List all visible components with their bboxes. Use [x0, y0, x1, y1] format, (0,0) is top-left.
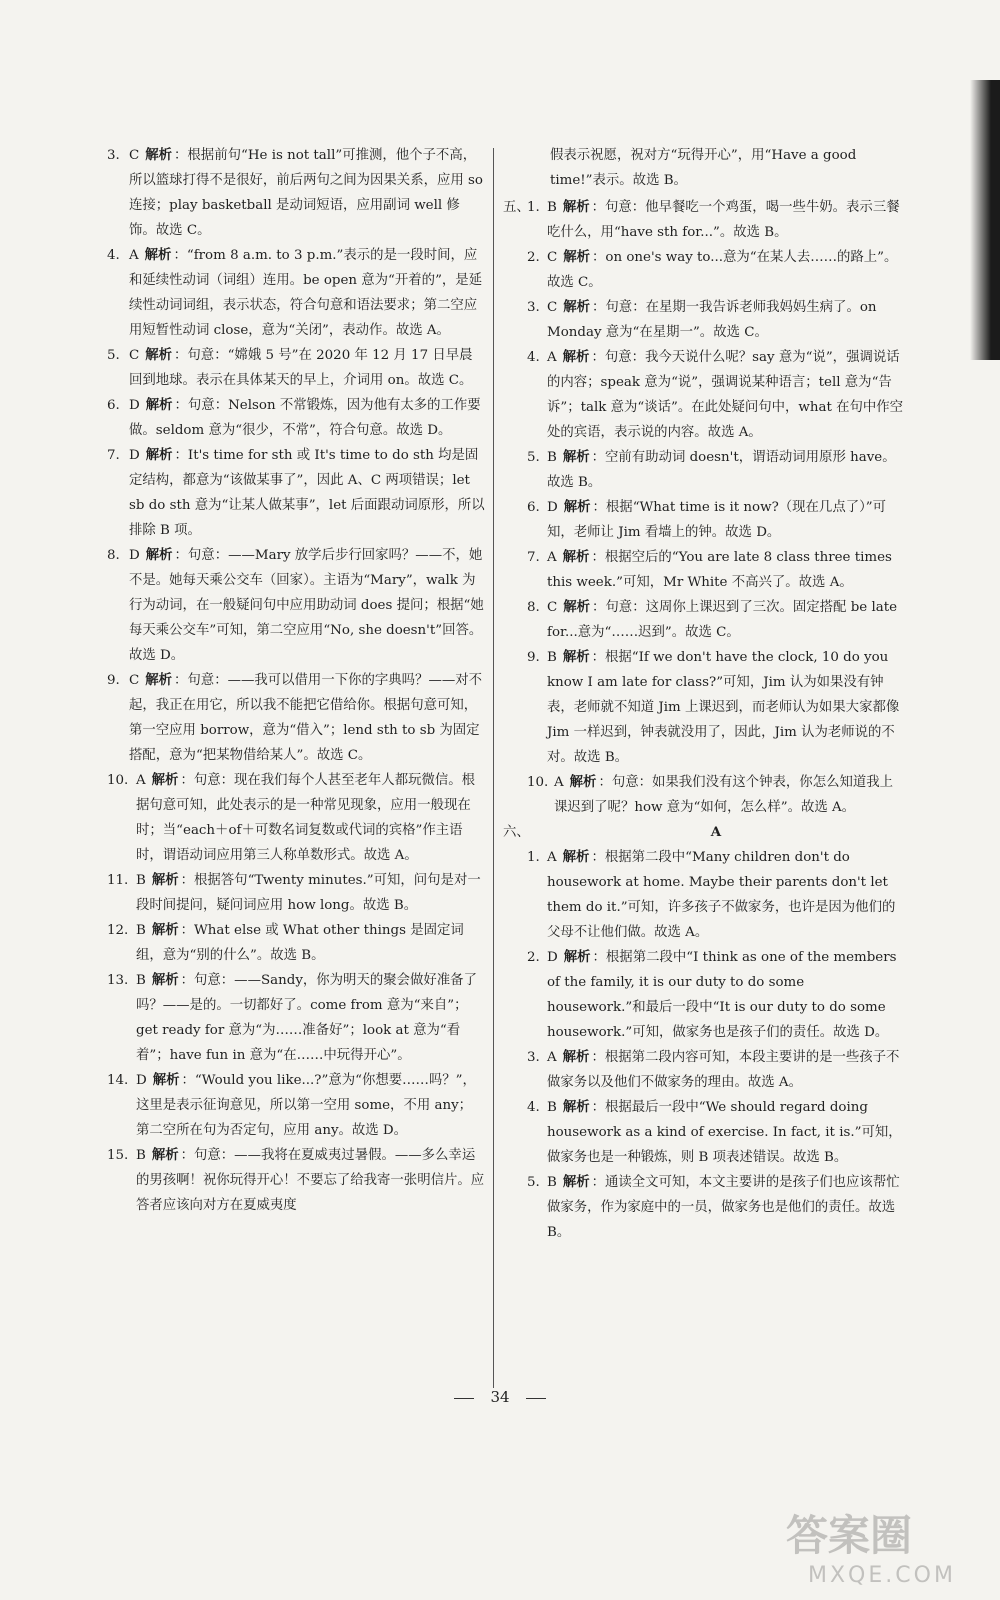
- answer-letter: A: [547, 1050, 557, 1065]
- answer-letter: D: [129, 398, 140, 413]
- answer-letter: C: [129, 148, 140, 163]
- answer-letter: D: [129, 448, 140, 463]
- item-number: 1.: [527, 850, 540, 865]
- answer-letter: A: [547, 550, 557, 565]
- analysis-tag: 解析: [151, 773, 179, 788]
- answer-letter: D: [136, 1073, 147, 1088]
- answer-item: 9. B 解析 ：根据“If we don't have the clock, 10 do you know I am late for class?”可知，Jim 认为如果没有钟表，老师就不知道 Jim 上课迟到，而老师认为如果大家都像 Jim 一样迟到，钟表就没用了，因此，Jim 认为老师说的不对。故选 B。: [527, 645, 905, 770]
- section-six: [505, 820, 905, 1245]
- analysis-text: It's time for sth 或 It's time to do sth 均是固定结构，都意为“该做某事了”，因此 A、C 两项错误；let sb do sth 意为“让某人做某事”，let 后面跟动词原形，所以排除 B 项。: [129, 448, 485, 538]
- answer-letter: C: [547, 300, 558, 315]
- analysis-tag: 解析: [145, 398, 173, 413]
- item-number: 4.: [527, 350, 540, 365]
- analysis-tag: 解析: [151, 923, 179, 938]
- item-number: 14.: [107, 1073, 129, 1088]
- answer-letter: B: [136, 973, 146, 988]
- answer-letter: A: [136, 773, 146, 788]
- right-column: [505, 143, 905, 1245]
- watermark-logo: [778, 1500, 978, 1590]
- item-number: 9.: [107, 673, 120, 688]
- answer-letter: C: [129, 348, 140, 363]
- page-number-dash-left: [454, 1398, 474, 1399]
- section-five: [505, 195, 905, 820]
- answer-item: 9. C 解析 ：句意：——我可以借用一下你的字典吗？——对不起，我正在用它，所以我不能把它借给你。根据句意可知，第一空应用 borrow，意为“借入”；lend sth to sb 为固定搭配，意为“把某物借给某人”。故选 C。: [107, 668, 485, 768]
- answer-item: 15. B 解析 ：句意：——我将在夏威夷过暑假。——多么幸运的男孩啊！祝你玩得开心！不要忘了给我寄一张明信片。应答者应该向对方在夏威夷度: [107, 1143, 485, 1218]
- answer-item: 12. B 解析 ：What else 或 What other things 是固定词组，意为“别的什么”。故选 B。: [107, 918, 485, 968]
- analysis-text: 句意：这周你上课迟到了三次。固定搭配 be late for...意为“……迟到”。故选 C。: [547, 600, 898, 640]
- answer-item: 8. D 解析 ：句意：——Mary 放学后步行回家吗？——不，她不是。她每天乘公交车（回家）。主语为“Mary”，walk 为行为动词，在一般疑问句中应用助动词 does 提问；根据“她每天乘公交车”可知，第二空应用“No, she doesn't”回答。故选 D。: [107, 543, 485, 668]
- item-number: 3.: [527, 300, 540, 315]
- answer-letter: B: [547, 650, 557, 665]
- answer-item: 10. A 解析 ：句意：现在我们每个人甚至老年人都玩微信。根据句意可知，此处表示的是一种常见现象，应用一般现在时；当“each＋of＋可数名词复数或代词的宾格”作主语时，谓语动词应用第三人称单数形式。故选 A。: [107, 768, 485, 868]
- answer-item: 2. C 解析 ：on one's way to...意为“在某人去……的路上”。故选 C。: [527, 245, 905, 295]
- analysis-text: on one's way to...意为“在某人去……的路上”。故选 C。: [547, 250, 898, 290]
- item-number: 12.: [107, 923, 129, 938]
- item-number: 1.: [527, 200, 540, 215]
- answer-item: 1. B 解析 ：句意：他早餐吃一个鸡蛋，喝一些牛奶。表示三餐吃什么，用“have sth for...”。故选 B。: [527, 195, 905, 245]
- answer-letter: C: [547, 250, 558, 265]
- analysis-tag: 解析: [563, 300, 591, 315]
- answer-item: 7. D 解析 ：It's time for sth 或 It's time to do sth 均是固定结构，都意为“该做某事了”，因此 A、C 两项错误；let sb do sth 意为“让某人做某事”，let 后面跟动词原形，所以排除 B 项。: [107, 443, 485, 543]
- item-number: 2.: [527, 250, 540, 265]
- answer-letter: A: [547, 350, 557, 365]
- answer-letter: B: [136, 923, 146, 938]
- analysis-text: 根据第二段内容可知，本段主要讲的是一些孩子不做家务以及他们不做家务的理由。故选 A。: [547, 1050, 900, 1090]
- analysis-tag: 解析: [562, 450, 590, 465]
- analysis-text: 根据第二段中“Many children don't do housework at home. Maybe their parents don't let them do it.”可知，许多孩子不做家务，也许是因为他们的父母不让他们做。故选 A。: [547, 850, 896, 940]
- answer-item: 4. A 解析 ：“from 8 a.m. to 3 p.m.”表示的是一段时间，应和延续性动词（词组）连用。be open 意为“开着的”，是延续性动词词组，表示状态，符合句意和语法要求；第二空应用短暂性动词 close，意为“关闭”，表动作。故选 A。: [107, 243, 485, 343]
- section-six-items: [527, 845, 905, 1245]
- analysis-text: “from 8 a.m. to 3 p.m.”表示的是一段时间，应和延续性动词（词组）连用。be open 意为“开着的”，是延续性动词词组，表示状态，符合句意和语法要求；第二空应用短暂性动词 close，意为“关闭”，表动作。故选 A。: [129, 248, 483, 338]
- analysis-text: 句意：——Mary 放学后步行回家吗？——不，她不是。她每天乘公交车（回家）。主语为“Mary”，walk 为行为动词，在一般疑问句中应用助动词 does 提问；根据“她每天乘公交车”可知，第二空应用“No, she doesn't”回答。故选 D。: [129, 548, 484, 663]
- analysis-text: 根据空后的“You are late 8 class three times this week.”可知，Mr White 不高兴了。故选 A。: [547, 550, 892, 590]
- answer-letter: D: [129, 548, 140, 563]
- answer-item: 1. A 解析 ：根据第二段中“Many children don't do housework at home. Maybe their parents don't let them do it.”可知，许多孩子不做家务，也许是因为他们的父母不让他们做。故选 A。: [527, 845, 905, 945]
- analysis-text: 句意：Nelson 不常锻炼，因为他有太多的工作要做。seldom 意为“很少，不常”，符合句意。故选 D。: [129, 398, 481, 438]
- analysis-tag: 解析: [145, 548, 173, 563]
- item-number: 5.: [527, 1175, 540, 1190]
- item-number: 5.: [527, 450, 540, 465]
- answer-letter: A: [129, 248, 139, 263]
- answer-letter: B: [547, 1175, 557, 1190]
- section-six-body: [505, 820, 905, 1245]
- analysis-text: 根据第二段中“I think as one of the members of the family, it is our duty to do some housework.”和最后一段中“It is our duty to do some housework.”可知，做家务也是孩子们的责任。故选 D。: [547, 950, 897, 1040]
- analysis-text: 句意：——我将在夏威夷过暑假。——多么幸运的男孩啊！祝你玩得开心！不要忘了给我寄一张明信片。应答者应该向对方在夏威夷度: [136, 1148, 485, 1213]
- analysis-tag: 解析: [562, 650, 590, 665]
- answer-item: 10. A 解析 ：句意：如果我们没有这个钟表，你怎么知道我上课迟到了呢？how 意为“如何，怎么样”。故选 A。: [527, 770, 905, 820]
- item-number: 4.: [107, 248, 120, 263]
- answer-letter: C: [547, 600, 558, 615]
- answer-item: 3. A 解析 ：根据第二段内容可知，本段主要讲的是一些孩子不做家务以及他们不做家务的理由。故选 A。: [527, 1045, 905, 1095]
- answer-letter: A: [547, 850, 557, 865]
- passage-label: A: [710, 824, 722, 840]
- analysis-tag: 解析: [562, 1050, 590, 1065]
- analysis-text: 句意：现在我们每个人甚至老年人都玩微信。根据句意可知，此处表示的是一种常见现象，应用一般现在时；当“each＋of＋可数名词复数或代词的宾格”作主语时，谓语动词应用第三人称单数形式。故选 A。: [136, 773, 476, 863]
- analysis-tag: 解析: [144, 248, 172, 263]
- analysis-tag: 解析: [563, 250, 591, 265]
- analysis-tag: 解析: [145, 348, 173, 363]
- answer-item: 6. D 解析 ：句意：Nelson 不常锻炼，因为他有太多的工作要做。seldom 意为“很少，不常”，符合句意。故选 D。: [107, 393, 485, 443]
- analysis-text: 句意：——我可以借用一下你的字典吗？——对不起，我正在用它，所以我不能把它借给你。根据句意可知，第一空应用 borrow，意为“借入”；lend sth to sb 为固定搭配，意为“把某物借给某人”。故选 C。: [129, 673, 483, 763]
- answer-item: 4. A 解析 ：句意：我今天说什么呢？say 意为“说”，强调说话的内容；speak 意为“说”，强调说某种语言；tell 意为“告诉”；talk 意为“谈话”。在此处疑问句中，what 在句中作空处的宾语，表示说的内容。故选 A。: [527, 345, 905, 445]
- answer-item: 3. C 解析 ：根据前句“He is not tall”可推测，他个子不高，所以篮球打得不是很好，前后两句之间为因果关系，应用 so 连接；play basketball 是动词短语，应用副词 well 修饰。故选 C。: [107, 143, 485, 243]
- item-number: 2.: [527, 950, 540, 965]
- item-number: 6.: [527, 500, 540, 515]
- analysis-tag: 解析: [563, 600, 591, 615]
- analysis-text: 句意：——Sandy，你为明天的聚会做好准备了吗？——是的。一切都好了。come from 意为“来自”；get ready for 意为“为……准备好”；look at 意为“看着”；have fun in 意为“在……中玩得开心”。: [136, 973, 477, 1063]
- answer-letter: A: [554, 775, 564, 790]
- answer-letter: B: [547, 1100, 557, 1115]
- item-number: 7.: [107, 448, 120, 463]
- answer-item: 8. C 解析 ：句意：这周你上课迟到了三次。固定搭配 be late for...意为“……迟到”。故选 C。: [527, 595, 905, 645]
- answer-letter: D: [547, 500, 558, 515]
- analysis-text: 句意：“嫦娥 5 号”在 2020 年 12 月 17 日早晨回到地球。表示在具体某天的早上，介词用 on。故选 C。: [129, 348, 473, 388]
- watermark-logo-graphic: [778, 1500, 978, 1590]
- page-number-dash-right: [526, 1398, 546, 1399]
- analysis-text: What else 或 What other things 是固定词组，意为“别的什么”。故选 B。: [136, 923, 464, 963]
- analysis-tag: 解析: [145, 673, 173, 688]
- analysis-tag: 解析: [151, 873, 179, 888]
- answer-item: 13. B 解析 ：句意：——Sandy，你为明天的聚会做好准备了吗？——是的。一切都好了。come from 意为“来自”；get ready for 意为“为……准备好”；look at 意为“看着”；have fun in 意为“在……中玩得开心”。: [107, 968, 485, 1068]
- continuation-text: 假表示祝愿，祝对方“玩得开心”，用“Have a good time!”表示。故选 B。: [550, 148, 857, 188]
- answer-item: 3. C 解析 ：句意：在星期一我告诉老师我妈妈生病了。on Monday 意为“在星期一”。故选 C。: [527, 295, 905, 345]
- item-number: 5.: [107, 348, 120, 363]
- analysis-tag: 解析: [151, 973, 179, 988]
- analysis-tag: 解析: [562, 200, 590, 215]
- item-number: 8.: [107, 548, 120, 563]
- page-number-value: 34: [490, 1388, 510, 1406]
- left-column: [107, 143, 485, 1218]
- analysis-text: 句意：在星期一我告诉老师我妈妈生病了。on Monday 意为“在星期一”。故选 C。: [547, 300, 877, 340]
- answer-letter: B: [136, 873, 146, 888]
- item-number: 3.: [527, 1050, 540, 1065]
- answer-item: 5. C 解析 ：句意：“嫦娥 5 号”在 2020 年 12 月 17 日早晨回到地球。表示在具体某天的早上，介词用 on。故选 C。: [107, 343, 485, 393]
- analysis-tag: 解析: [562, 850, 590, 865]
- item-number: 7.: [527, 550, 540, 565]
- analysis-tag: 解析: [145, 448, 173, 463]
- analysis-tag: 解析: [562, 1175, 590, 1190]
- analysis-tag: 解析: [563, 500, 591, 515]
- answer-item: 11. B 解析 ：根据答句“Twenty minutes.”可知，问句是对一段时间提问，疑问词应用 how long。故选 B。: [107, 868, 485, 918]
- answer-letter: B: [547, 450, 557, 465]
- answer-item: 5. B 解析 ：空前有助动词 doesn't，谓语动词用原形 have。故选 B。: [527, 445, 905, 495]
- section-five-label: 五、: [503, 200, 530, 215]
- analysis-text: 根据前句“He is not tall”可推测，他个子不高，所以篮球打得不是很好，前后两句之间为因果关系，应用 so 连接；play basketball 是动词短语，应用副词 well 修饰。故选 C。: [129, 148, 483, 238]
- section-five-items: [505, 195, 905, 820]
- scan-shadow: [970, 80, 1000, 360]
- answer-letter: B: [136, 1148, 146, 1163]
- svg-text:MXQE.COM: MXQE.COM: [808, 1563, 956, 1588]
- analysis-tag: 解析: [151, 1148, 179, 1163]
- analysis-text: 空前有助动词 doesn't，谓语动词用原形 have。故选 B。: [547, 450, 896, 490]
- page-number: [0, 1388, 1000, 1406]
- analysis-text: 根据答句“Twenty minutes.”可知，问句是对一段时间提问，疑问词应用 how long。故选 B。: [136, 873, 481, 913]
- analysis-text: 句意：我今天说什么呢？say 意为“说”，强调说话的内容；speak 意为“说”，强调说某种语言；tell 意为“告诉”；talk 意为“谈话”。在此处疑问句中，what 在句中作空处的宾语，表示说的内容。故选 A。: [547, 350, 904, 440]
- item-number: 10.: [527, 775, 549, 790]
- analysis-text: 句意：如果我们没有这个钟表，你怎么知道我上课迟到了呢？how 意为“如何，怎么样”。故选 A。: [554, 775, 894, 815]
- analysis-text: 根据最后一段中“We should regard doing housework as a kind of exercise. In fact, it is.”可知，做家务也是一种锻炼，则 B 项表述错误。故选 B。: [547, 1100, 902, 1165]
- analysis-text: “Would you like...?”意为“你想要……吗？”，这里是表示征询意见，所以第一空用 some，不用 any；第二空所在句为否定句，应用 any。故选 D。: [136, 1073, 476, 1138]
- section-six-label: 六、: [503, 825, 530, 840]
- answer-item: 4. B 解析 ：根据最后一段中“We should regard doing housework as a kind of exercise. In fact, it is.”可知，做家务也是一种锻炼，则 B 项表述错误。故选 B。: [527, 1095, 905, 1170]
- analysis-text: 句意：他早餐吃一个鸡蛋，喝一些牛奶。表示三餐吃什么，用“have sth for...”。故选 B。: [547, 200, 900, 240]
- item-number: 9.: [527, 650, 540, 665]
- analysis-tag: 解析: [562, 550, 590, 565]
- answer-item: 6. D 解析 ：根据“What time is it now?（现在几点了）”可知，老师让 Jim 看墙上的钟。故选 D。: [527, 495, 905, 545]
- answer-item: 2. D 解析 ：根据第二段中“I think as one of the members of the family, it is our duty to do some housework.”和最后一段中“It is our duty to do some housework.”可知，做家务也是孩子们的责任。故选 D。: [527, 945, 905, 1045]
- analysis-text: 通读全文可知，本文主要讲的是孩子们也应该帮忙做家务，作为家庭中的一员，做家务也是他们的责任。故选 B。: [547, 1175, 900, 1240]
- answer-item: 14. D 解析 ：“Would you like...?”意为“你想要……吗？”，这里是表示征询意见，所以第一空用 some，不用 any；第二空所在句为否定句，应用 any。故选 D。: [107, 1068, 485, 1143]
- item-number: 8.: [527, 600, 540, 615]
- analysis-text: 根据“If we don't have the clock, 10 do you know I am late for class?”可知，Jim 认为如果没有钟表，老师就不知道 Jim 上课迟到，而老师认为如果大家都像 Jim 一样迟到，钟表就没用了，因此，Jim 认为老师说的不对。故选 B。: [547, 650, 900, 765]
- item-number: 6.: [107, 398, 120, 413]
- analysis-tag: 解析: [563, 950, 591, 965]
- item-number: 3.: [107, 148, 120, 163]
- item-number: 13.: [107, 973, 129, 988]
- answer-item: 7. A 解析 ：根据空后的“You are late 8 class three times this week.”可知，Mr White 不高兴了。故选 A。: [527, 545, 905, 595]
- answer-letter: B: [547, 200, 557, 215]
- analysis-tag: 解析: [145, 148, 173, 163]
- item-number: 10.: [107, 773, 129, 788]
- svg-text:答案圈: 答案圈: [786, 1511, 913, 1560]
- column-divider: [493, 148, 494, 1388]
- answer-letter: C: [129, 673, 140, 688]
- analysis-tag: 解析: [152, 1073, 180, 1088]
- answer-item: 5. B 解析 ：通读全文可知，本文主要讲的是孩子们也应该帮忙做家务，作为家庭中的一员，做家务也是他们的责任。故选 B。: [527, 1170, 905, 1245]
- item-number: 11.: [107, 873, 129, 888]
- analysis-tag: 解析: [569, 775, 597, 790]
- analysis-tag: 解析: [562, 350, 590, 365]
- item-number: 4.: [527, 1100, 540, 1115]
- answer-letter: D: [547, 950, 558, 965]
- analysis-tag: 解析: [562, 1100, 590, 1115]
- analysis-text: 根据“What time is it now?（现在几点了）”可知，老师让 Jim 看墙上的钟。故选 D。: [547, 500, 887, 540]
- item-number: 15.: [107, 1148, 129, 1163]
